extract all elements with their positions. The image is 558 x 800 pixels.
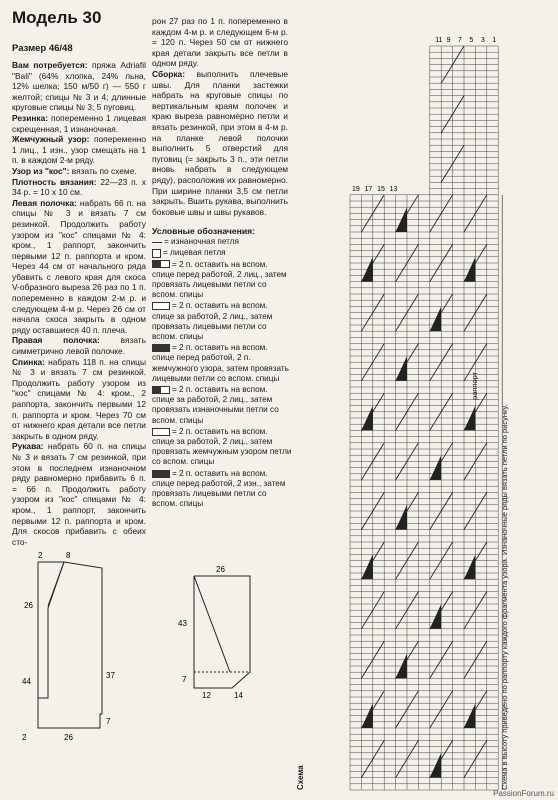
paragraph-text: вязать по схеме. [69,165,137,176]
cable-seed-back-icon [152,428,170,436]
row-number: 17 [364,185,373,193]
paragraph-text: 22—23 п. х 34 р. = 10 х 10 см. [12,176,146,198]
sleeve-diagram [172,562,262,702]
dim-label: 7 [182,675,187,684]
paragraph-text: набрать 118 п. на спицы № 3 и вязать 7 см резинкой. Продолжить работу узором из "кос" спицами № 4: кром., 2 раппорта, закончить первыми 12 п. раппорта и кром. Через 70 см от нижнего края детали все петли закрыть в одном ряду. [12,356,146,441]
row-number: 1 [492,37,497,44]
paragraph [12,113,146,134]
paragraph [12,166,146,177]
row-number: 19 [352,185,360,193]
paragraph-text: вязать симметрично левой полочке. [12,335,146,357]
legend-item: = 2 п. оставить на вспом. спице перед работой, 2 п. жемчужного узора, затем провязать лицевыми петли со вспом. спицы [152,343,289,383]
paragraph-heading: Плотность вязания: [12,176,97,187]
legend [152,226,292,510]
paragraph-heading: Рукава: [12,441,44,452]
paragraph [12,60,146,113]
knitting-chart [320,28,512,798]
paragraph [152,69,288,217]
legend-item: = лицевая петля [152,248,292,258]
row-number: 9 [446,37,451,44]
front-panel-diagram [18,548,130,748]
dim-label: 37 [106,671,115,680]
purl-symbol-icon [152,242,162,243]
paragraph-heading: Узор из "кос": [12,165,70,176]
paragraph [12,198,146,336]
dim-label: 12 [202,691,211,700]
paragraph-text: набрать 66 п. на спицы № 3 и вязать 7 см резинкой. Продолжить работу узором из "кос" спицами № 4: кром., 1 раппорт, закончить первыми 12 п. раппорта и кром. Через 44 см от начального ряда убавить с левого края для скоса V-образного выреза 26 раз по 1 п. попеременно в каждом 2-м р. и следующем 4-м р. Через 26 см от начала скоса закрыть в одном ряду оставшиеся 40 п. плеча. [12,197,146,335]
text-column-2 [152,16,288,217]
page-title: Модель 30 [12,8,102,27]
dim-label: 2 [22,733,27,742]
paragraph-heading: Жемчужный узор: [12,134,90,145]
legend-item: = 2 п. оставить на вспом. спице перед работой, 2 изн., затем провязать лицевыми петли со вспом. спицы [152,468,286,509]
text-column-1 [12,60,146,547]
cable-seed-front-icon [152,344,170,352]
legend-item: = изнаночная петля [152,237,292,247]
row-number: 11 [435,37,443,44]
paragraph-text: попеременно 1 лиц., 1 изн., узор смещать на 1 п. в каждом 2-м ряду. [12,134,146,166]
paragraph [12,177,146,198]
legend-item: = 2 п. оставить на вспом. спице за работой, 2 лиц., затем провязать жемчужным узором петли со вспом. спицы [152,426,292,467]
cable-purl-front-icon [152,470,170,478]
paragraph-heading: Вам потребуется: [12,60,88,70]
legend-item: = 2 п. оставить на вспом. спице перед работой, 2 лиц., затем провязать лицевыми петли со вспом. спицы [152,259,287,300]
dim-label: 2 [38,551,43,560]
legend-item: = 2 п. оставить на вспом. спице за работой, 2 лиц., затем провязать лицевыми петли со вспом. спицы [152,301,273,342]
paragraph [12,441,146,547]
row-number: 5 [469,37,474,44]
rapport-label: раппорт [470,371,479,400]
cable-back-icon [152,302,170,310]
paragraph-text: рон 27 раз по 1 п. попеременно в каждом 4-м р. и следующем 6-м р. = 120 п. Через 50 см от нижнего края детали закрыть все петли в одном ряду. [152,16,288,69]
paragraph [152,16,288,69]
dim-label: 43 [178,619,187,628]
dim-label: 14 [234,691,243,700]
legend-item: = 2 п. оставить на вспом. спице за работой, 2 лиц., затем провязать изнаночными петли со вспом. спицы [152,385,279,425]
cable-front-icon [152,260,170,268]
schema-label: Схема [296,765,305,790]
row-number: 3 [480,37,485,44]
legend-title: Условные обозначения: [152,226,255,236]
row-number: 13 [389,185,398,193]
paragraph [12,134,146,166]
dim-label: 7 [106,717,111,726]
paragraph [12,357,146,442]
paragraph-heading: Правая полочка: [12,335,100,346]
dim-label: 8 [66,551,71,560]
dim-label: 44 [22,677,31,686]
paragraph-heading: Спинка: [12,356,45,367]
dim-label: 26 [24,601,33,610]
paragraph-heading: Резинка: [12,112,49,123]
paragraph-text: выполнить плечевые швы. Для планки застежки набрать на круговые спицы по вертикальным краям полочек и краю выреза равномерно петли и вязать резинкой, при этом в 4-м р. на планке левой полочки выполнить 5 отверстий для пуговиц (= закрыть 3 п., эти петли вновь набрать в следующем ряду), расположив их равномерно. При ширине планки 3,5 см петли закрыть. Вшить рукава, выполнить боковые швы и швы рукавов. [152,68,288,217]
site-logo: PassionForum.ru [493,789,554,798]
paragraph-heading: Левая полочка: [12,197,77,208]
row-number: 7 [458,37,462,44]
paragraph-text: набрать 60 п. на спицы № 3 и вязать 7 см резинкой, при этом в последнем изнаночном ряду равномерно прибавить 6 п. = 66 п. Продолжить работу узором из "кос" спицами № 4: кром., 1 раппорт, закончить первыми 12 п. раппорта и кром. Для скосов прибавить с обеих сто- [12,441,146,547]
chart-note: Схема в высоту приведено по раппорту каждого фрагмента узора. Изнаночные ряды вязать петли по рисунку. [500,404,509,790]
paragraph-heading: Сборка: [152,68,185,79]
cable-purl-back-icon [152,386,170,394]
paragraph-text: пряжа Adriafil "Bali" (64% хлопка, 24% льна, 12% шелка; 150 м/50 г) — 550 г желтой; спицы № 3 и 4; длинные круговые спицы № 3; 5 пуговиц. [12,60,146,113]
paragraph [12,335,146,356]
row-number: 15 [377,185,385,193]
knit-symbol-icon [152,249,161,258]
paragraph-text: попеременно 1 лицевая скрещенная, 1 изнаночная. [12,112,146,134]
dim-label: 26 [216,565,225,574]
dim-label: 26 [64,733,73,742]
size-label: Размер 46/48 [12,43,73,54]
